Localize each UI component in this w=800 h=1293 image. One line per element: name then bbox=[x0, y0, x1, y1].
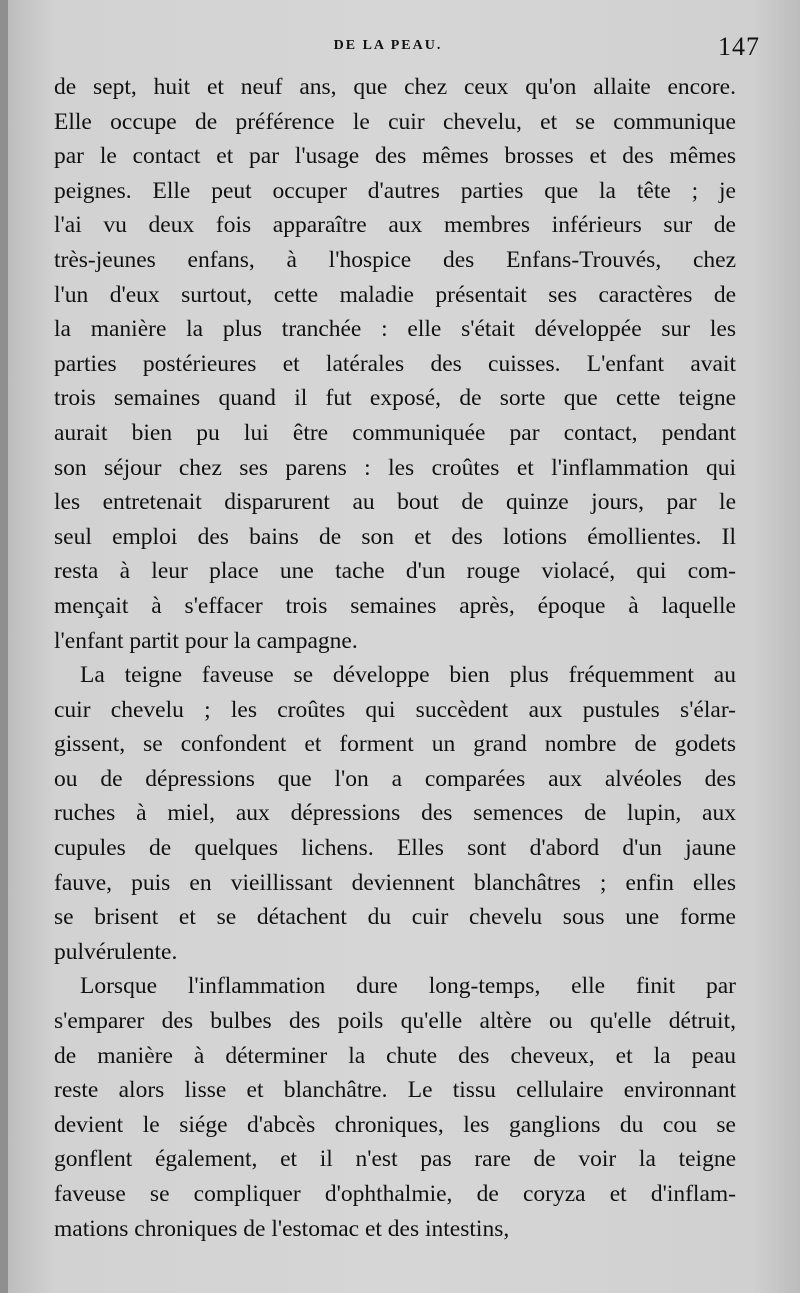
running-head bbox=[8, 32, 800, 62]
text-line: aurait bien pu lui être communiquée par contact, pendant bbox=[54, 419, 736, 446]
text-line: de manière à déterminer la chute des cheveux, et la peau bbox=[54, 1042, 736, 1069]
text-line: ou de dépressions que l'on a comparées aux alvéoles des bbox=[54, 765, 736, 792]
running-title: DE LA PEAU. bbox=[333, 38, 443, 53]
text-line: de sept, huit et neuf ans, que chez ceux qu'on allaite encore. bbox=[54, 74, 736, 100]
text-line: cuir chevelu ; les croûtes qui succèdent aux pustules s'élar- bbox=[54, 696, 736, 723]
text-line: l'ai vu deux fois apparaître aux membres inférieurs sur de bbox=[54, 212, 736, 239]
text-line: gonflent également, et il n'est pas rare de voir la teigne bbox=[54, 1146, 736, 1173]
paragraph-1 bbox=[54, 70, 736, 658]
text-line: trois semaines quand il fut exposé, de sorte que cette teigne bbox=[54, 385, 736, 412]
text-line: mençait à s'effacer trois semaines après, époque à laquelle bbox=[54, 592, 736, 619]
text-line: La teigne faveuse se développe bien plus fréquemment au bbox=[80, 662, 736, 689]
text-line: peignes. Elle peut occuper d'autres parties que la tête ; je bbox=[54, 177, 736, 204]
text-line: pulvérulente. bbox=[54, 938, 178, 965]
text-line: ruches à miel, aux dépressions des semences de lupin, aux bbox=[54, 800, 736, 827]
text-line: les entretenait disparurent au bout de quinze jours, par le bbox=[54, 489, 736, 516]
text-line: reste alors lisse et blanchâtre. Le tissu cellulaire environnant bbox=[54, 1077, 736, 1104]
text-line: faveuse se compliquer d'ophthalmie, de coryza et d'inflam- bbox=[54, 1181, 736, 1207]
text-line: l'enfant partit pour la campagne. bbox=[54, 627, 358, 654]
text-line: se brisent et se détachent du cuir chevelu sous une forme bbox=[54, 904, 736, 931]
text-line: resta à leur place une tache d'un rouge violacé, qui com- bbox=[54, 558, 736, 585]
text-line: Lorsque l'inflammation dure long-temps, elle finit par bbox=[80, 973, 736, 1000]
text-line: gissent, se confondent et forment un grand nombre de godets bbox=[54, 731, 736, 758]
text-line: seul emploi des bains de son et des lotions émollientes. Il bbox=[54, 523, 736, 550]
text-line: très-jeunes enfans, à l'hospice des Enfans-Trouvés, chez bbox=[54, 246, 736, 273]
text-line: son séjour chez ses parens : les croûtes et l'inflammation qui bbox=[54, 454, 736, 481]
text-line: la manière la plus tranchée : elle s'était développée sur les bbox=[54, 316, 736, 343]
paragraph-3 bbox=[54, 969, 736, 1246]
text-line: Elle occupe de préférence le cuir chevelu, et se communique bbox=[54, 108, 736, 135]
body-text bbox=[54, 70, 736, 1246]
text-line: fauve, puis en vieillissant deviennent blanchâtres ; enfin elles bbox=[54, 869, 736, 896]
text-line: mations chroniques de l'estomac et des intestins, bbox=[54, 1215, 510, 1242]
text-line: parties postérieures et latérales des cuisses. L'enfant avait bbox=[54, 350, 736, 377]
text-line: s'emparer des bulbes des poils qu'elle altère ou qu'elle détruit, bbox=[54, 1008, 736, 1035]
paragraph-2 bbox=[54, 658, 736, 969]
text-line: l'un d'eux surtout, cette maladie présentait ses caractères de bbox=[54, 281, 736, 308]
text-line: devient le siége d'abcès chroniques, les ganglions du cou se bbox=[54, 1111, 736, 1138]
text-line: par le contact et par l'usage des mêmes brosses et des mêmes bbox=[54, 143, 736, 170]
text-line: cupules de quelques lichens. Elles sont d'abord d'un jaune bbox=[54, 835, 736, 862]
page-number: 147 bbox=[718, 32, 760, 61]
